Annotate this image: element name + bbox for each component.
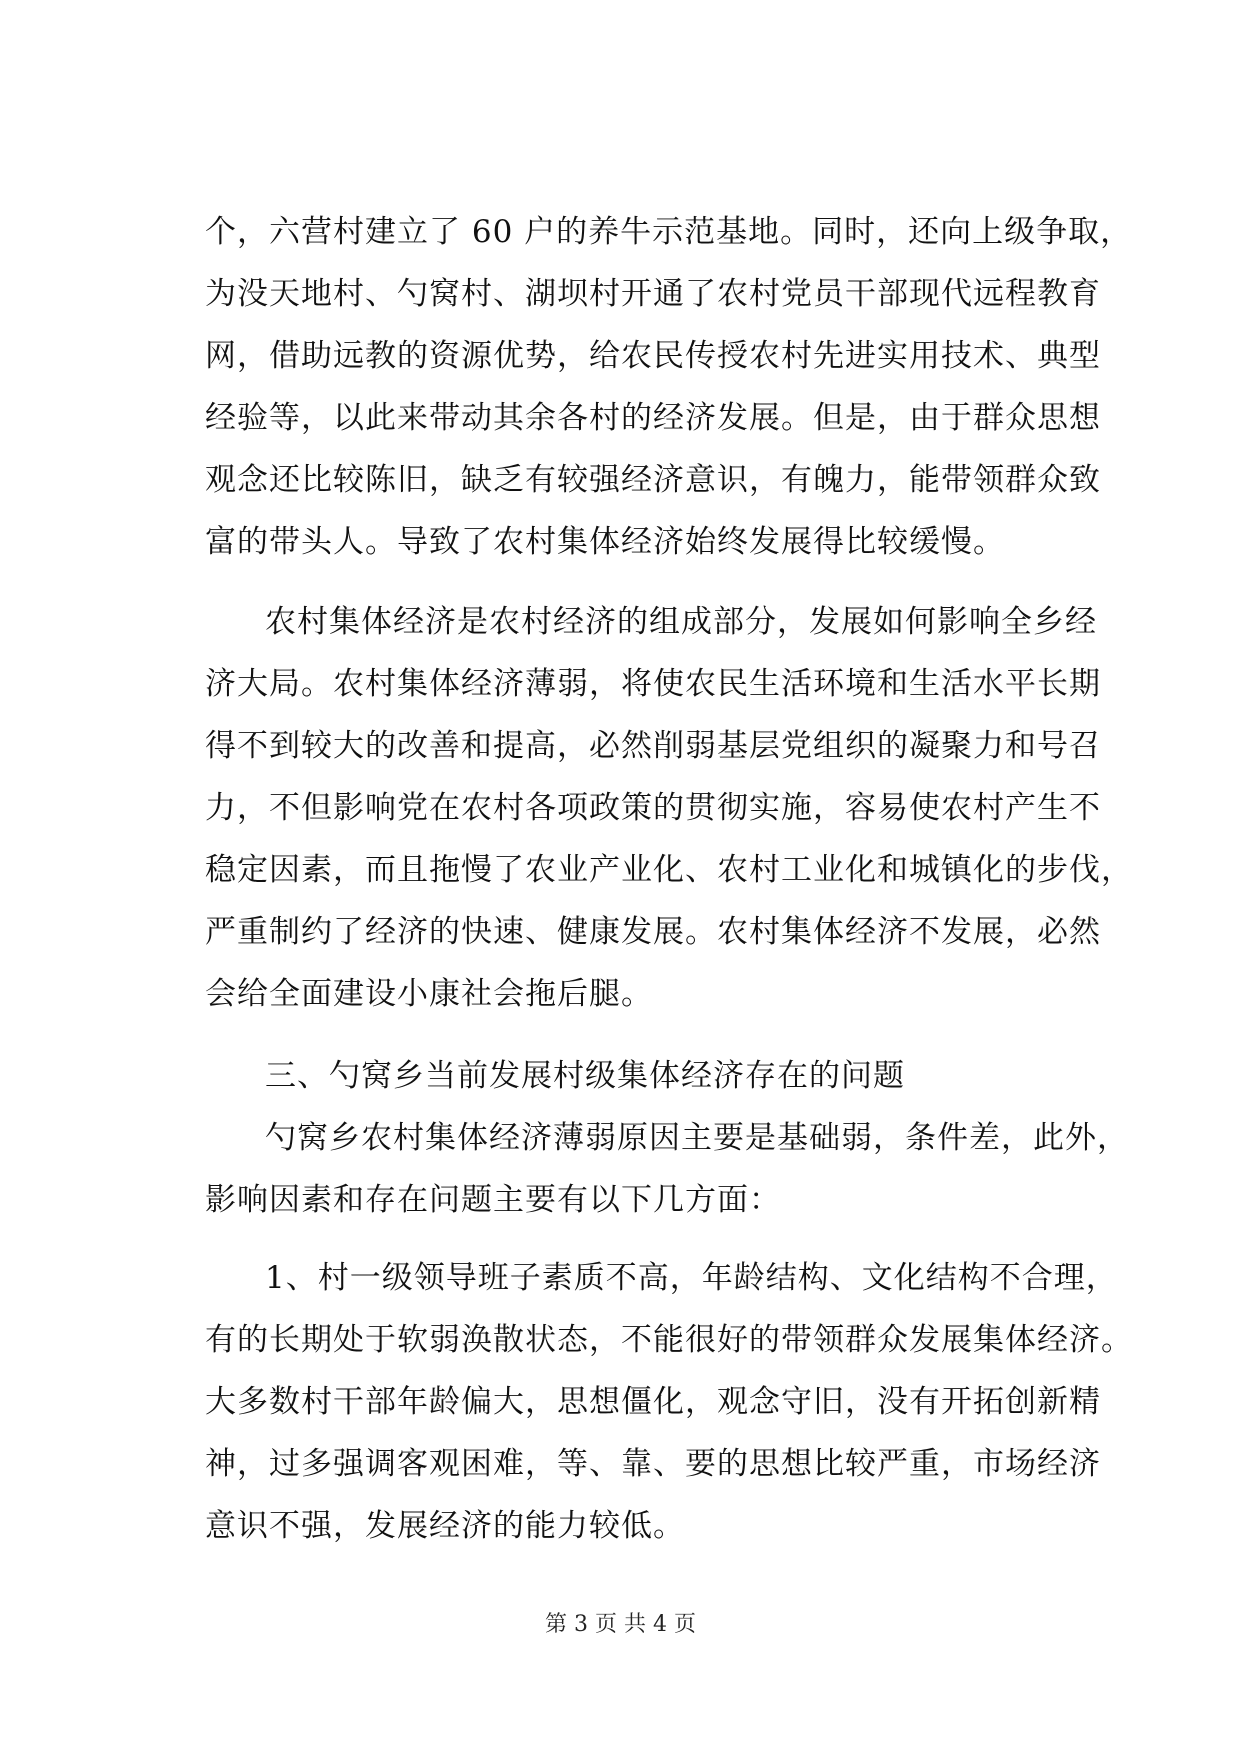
page-number-footer: 第 3 页 共 4 页 xyxy=(545,1612,696,1637)
paragraph-line: 力，不但影响党在农村各项政策的贯彻实施，容易使农村产生不 xyxy=(205,790,1101,826)
paragraph-line: 经验等，以此来带动其余各村的经济发展。但是，由于群众思想 xyxy=(205,400,1101,436)
paragraph-line: 神，过多强调客观困难，等、靠、要的思想比较严重，市场经济 xyxy=(205,1446,1101,1482)
paragraph-line: 观念还比较陈旧，缺乏有较强经济意识，有魄力，能带领群众致 xyxy=(205,462,1101,498)
paragraph-line: 勺窝乡农村集体经济薄弱原因主要是基础弱，条件差，此外， xyxy=(265,1120,1129,1156)
section-heading: 三、勺窝乡当前发展村级集体经济存在的问题 xyxy=(265,1058,905,1094)
paragraph-line: 农村集体经济是农村经济的组成部分，发展如何影响全乡经 xyxy=(265,604,1097,640)
paragraph-line: 会给全面建设小康社会拖后腿。 xyxy=(205,976,653,1012)
paragraph-line: 济大局。农村集体经济薄弱，将使农民生活环境和生活水平长期 xyxy=(205,666,1101,702)
paragraph-line: 为没天地村、勺窝村、湖坝村开通了农村党员干部现代远程教育 xyxy=(205,276,1101,312)
paragraph-line: 严重制约了经济的快速、健康发展。农村集体经济不发展，必然 xyxy=(205,914,1101,950)
paragraph-line: 稳定因素，而且拖慢了农业产业化、农村工业化和城镇化的步伐， xyxy=(205,852,1133,888)
paragraph-line: 大多数村干部年龄偏大，思想僵化，观念守旧，没有开拓创新精 xyxy=(205,1384,1101,1420)
paragraph-line: 得不到较大的改善和提高，必然削弱基层党组织的凝聚力和号召 xyxy=(205,728,1101,764)
paragraph-line: 影响因素和存在问题主要有以下几方面： xyxy=(205,1182,781,1218)
paragraph-line: 网，借助远教的资源优势，给农民传授农村先进实用技术、典型 xyxy=(205,338,1101,374)
paragraph-line: 1、村一级领导班子素质不高，年龄结构、文化结构不合理， xyxy=(265,1260,1118,1296)
paragraph-line: 有的长期处于软弱涣散状态，不能很好的带领群众发展集体经济。 xyxy=(205,1322,1133,1358)
paragraph-line: 个，六营村建立了 60 户的养牛示范基地。同时，还向上级争取， xyxy=(205,214,1133,250)
paragraph-line: 富的带头人。导致了农村集体经济始终发展得比较缓慢。 xyxy=(205,524,1005,560)
paragraph-line: 意识不强，发展经济的能力较低。 xyxy=(205,1508,685,1544)
